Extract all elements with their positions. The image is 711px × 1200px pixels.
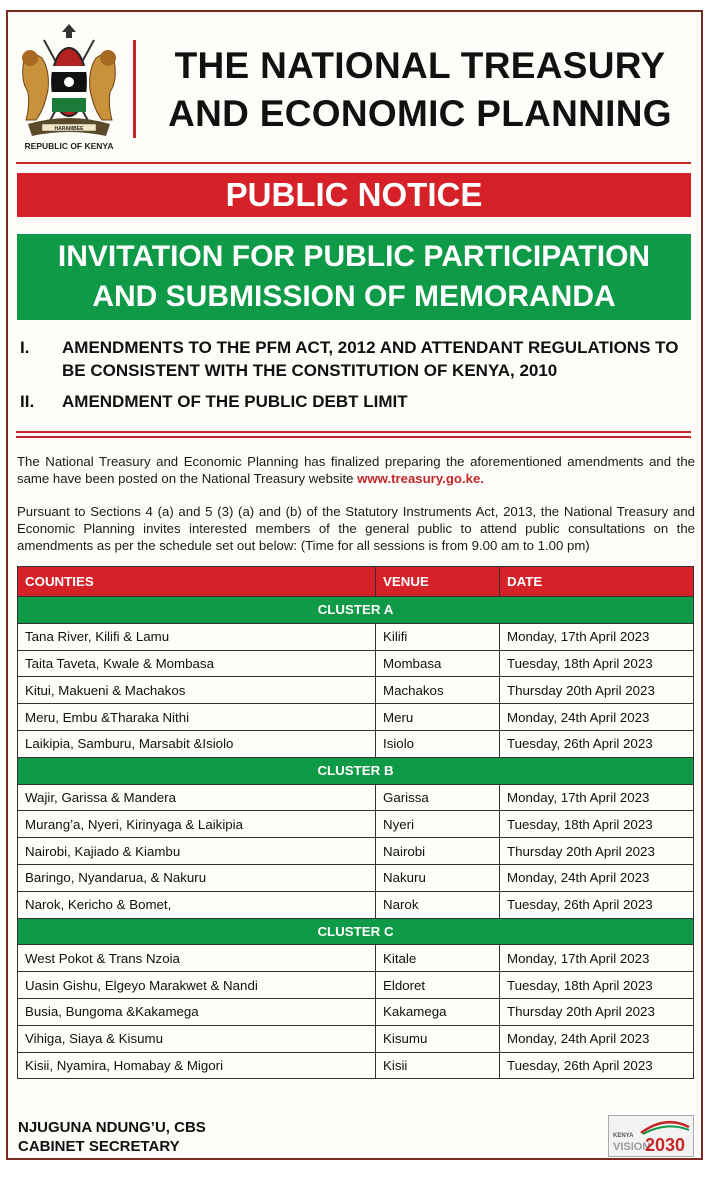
header-rule [16,162,691,164]
topic-number: I. [20,338,30,357]
counties-cell: Nairobi, Kajiado & Kiambu [18,838,376,865]
venue-cell: Garissa [376,784,500,811]
topics-rule [16,431,691,433]
venue-cell: Kisii [376,1052,500,1079]
table-header-row [18,567,694,597]
topics-list [20,336,690,421]
table-row [18,998,694,1025]
topic-item [20,390,690,413]
venue-cell: Kisumu [376,1025,500,1052]
topic-text: AMENDMENT OF THE PUBLIC DEBT LIMIT [62,392,408,411]
cluster-row [18,757,694,784]
date-cell: Tuesday, 26th April 2023 [500,1052,694,1079]
invitation-line-2: AND SUBMISSION OF MEMORANDA [92,280,616,313]
public-notice-banner: PUBLIC NOTICE [17,173,691,217]
venue-cell: Nakuru [376,864,500,891]
table-row [18,864,694,891]
venue-cell: Isiolo [376,730,500,757]
header-divider [133,40,136,138]
signature-block [18,1118,206,1156]
date-cell: Monday, 24th April 2023 [500,864,694,891]
vision-year-text: 2030 [645,1135,686,1155]
venue-cell: Nyeri [376,811,500,838]
signatory-position: CABINET SECRETARY [18,1138,180,1155]
counties-cell: Kitui, Makueni & Machakos [18,677,376,704]
counties-cell: Laikipia, Samburu, Marsabit &Isiolo [18,730,376,757]
counties-cell: Vihiga, Siaya & Kisumu [18,1025,376,1052]
table-row [18,1025,694,1052]
table-row [18,704,694,731]
date-cell: Monday, 17th April 2023 [500,784,694,811]
date-cell: Monday, 24th April 2023 [500,704,694,731]
counties-cell: Wajir, Garissa & Mandera [18,784,376,811]
counties-cell: West Pokot & Trans Nzoia [18,945,376,972]
table-row [18,784,694,811]
topic-number: II. [20,392,35,411]
table-row [18,730,694,757]
venue-cell: Kilifi [376,623,500,650]
treasury-website-link[interactable]: www.treasury.go.ke. [357,471,484,486]
venue-cell: Kakamega [376,998,500,1025]
date-cell: Tuesday, 18th April 2023 [500,811,694,838]
column-header-date: DATE [500,567,694,597]
page-title [150,42,690,138]
counties-cell: Kisii, Nyamira, Homabay & Migori [18,1052,376,1079]
table-row [18,891,694,918]
intro-text: The National Treasury and Economic Planning has finalized preparing the aforementioned amendments and the same have been posted on the National Treasury website [17,454,695,486]
date-cell: Thursday 20th April 2023 [500,838,694,865]
vision-swoosh-icon [639,1119,691,1135]
title-line-2: AND ECONOMIC PLANNING [168,93,672,134]
table-row [18,972,694,999]
crest-motto: HARAMBEE [54,126,84,132]
table-row [18,945,694,972]
table-row [18,1052,694,1079]
venue-cell: Nairobi [376,838,500,865]
date-cell: Monday, 17th April 2023 [500,623,694,650]
consultation-paragraph: Pursuant to Sections 4 (a) and 5 (3) (a) and (b) of the Statutory Instruments Act, 2013, the National Treasury and Economic Planning invites interested members of the general public to attend public consultations on the amendments as per the schedule set out below: (Time for all sessions is from 9.00 am to 1.00 pm) [17,504,695,553]
crest-caption: REPUBLIC OF KENYA [24,141,114,151]
table-row [18,838,694,865]
cluster-label: CLUSTER B [18,757,694,784]
venue-cell: Mombasa [376,650,500,677]
vision-text: VISION [613,1141,651,1153]
column-header-venue: VENUE [376,567,500,597]
counties-cell: Baringo, Nyandarua, & Nakuru [18,864,376,891]
topics-rule [16,436,691,438]
date-cell: Monday, 24th April 2023 [500,1025,694,1052]
kenya-coat-of-arms-icon [14,20,124,155]
counties-cell: Tana River, Kilifi & Lamu [18,623,376,650]
counties-cell: Meru, Embu &Tharaka Nithi [18,704,376,731]
table-row [18,650,694,677]
title-line-1: THE NATIONAL TREASURY [174,45,666,86]
venue-cell: Kitale [376,945,500,972]
date-cell: Thursday 20th April 2023 [500,677,694,704]
cluster-label: CLUSTER C [18,918,694,945]
cluster-row [18,597,694,624]
column-header-counties: COUNTIES [18,567,376,597]
cluster-row [18,918,694,945]
topic-item [20,336,690,382]
intro-paragraph [17,453,695,487]
venue-cell: Eldoret [376,972,500,999]
venue-cell: Machakos [376,677,500,704]
table-row [18,623,694,650]
cluster-label: CLUSTER A [18,597,694,624]
counties-cell: Uasin Gishu, Elgeyo Marakwet & Nandi [18,972,376,999]
topic-text: AMENDMENTS TO THE PFM ACT, 2012 AND ATTENDANT REGULATIONS TO BE CONSISTENT WITH THE CONSTITUTION OF KENYA, 2010 [62,338,679,380]
counties-cell: Narok, Kericho & Bomet, [18,891,376,918]
vision-kenya-text: KENYA [613,1133,634,1139]
table-row [18,677,694,704]
counties-cell: Busia, Bungoma &Kakamega [18,998,376,1025]
date-cell: Monday, 17th April 2023 [500,945,694,972]
counties-cell: Taita Taveta, Kwale & Mombasa [18,650,376,677]
date-cell: Tuesday, 18th April 2023 [500,650,694,677]
invitation-line-1: INVITATION FOR PUBLIC PARTICIPATION [57,240,651,273]
vision-2030-logo-icon [608,1115,694,1157]
invitation-banner [17,234,691,320]
table-row [18,811,694,838]
date-cell: Tuesday, 26th April 2023 [500,730,694,757]
schedule-table [17,566,694,1079]
signatory-name: NJUGUNA NDUNG’U, CBS [18,1119,206,1136]
date-cell: Thursday 20th April 2023 [500,998,694,1025]
date-cell: Tuesday, 26th April 2023 [500,891,694,918]
venue-cell: Narok [376,891,500,918]
counties-cell: Murang’a, Nyeri, Kirinyaga & Laikipia [18,811,376,838]
date-cell: Tuesday, 18th April 2023 [500,972,694,999]
venue-cell: Meru [376,704,500,731]
